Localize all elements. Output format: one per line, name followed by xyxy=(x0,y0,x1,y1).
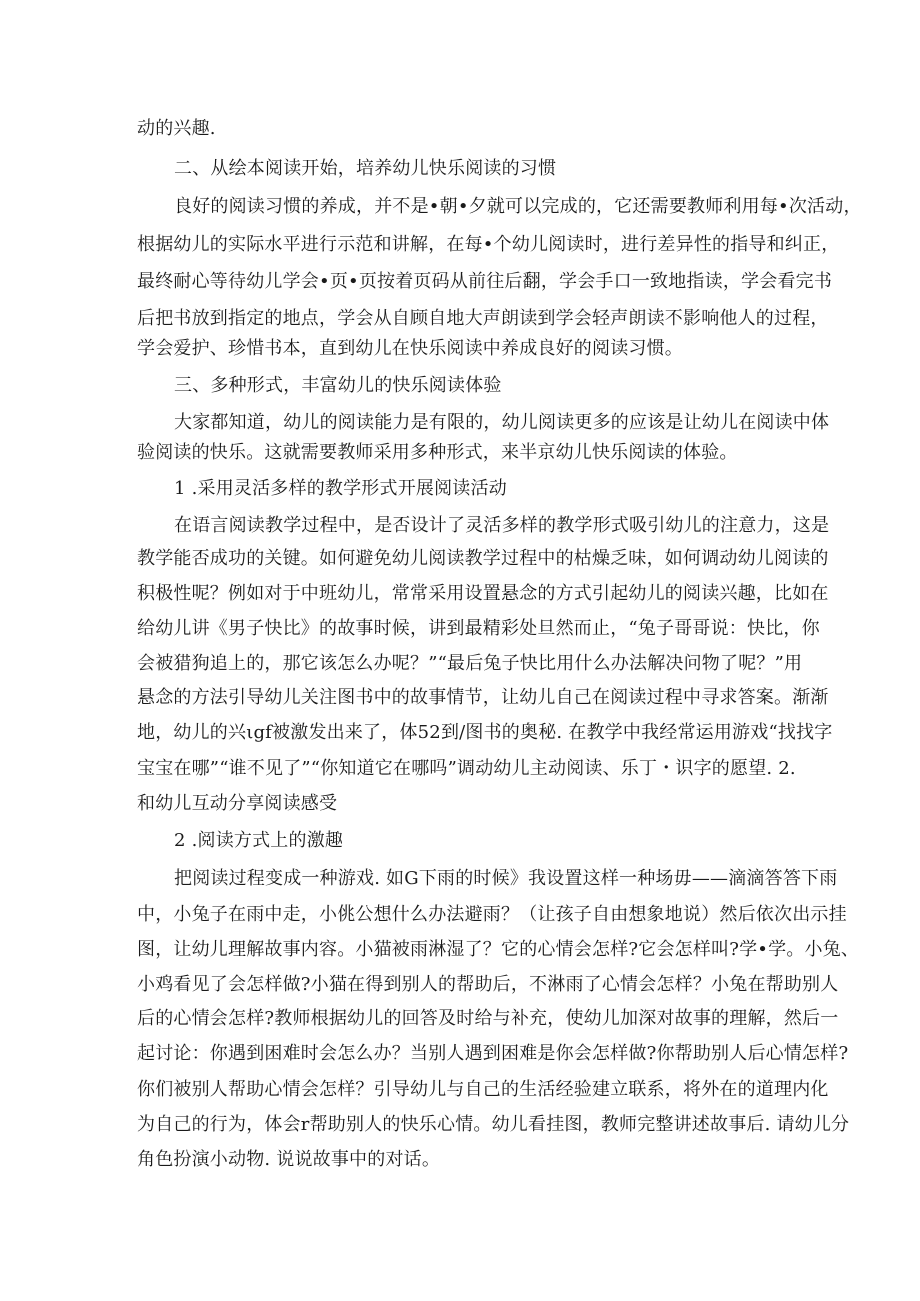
text-line: 把阅读过程变成一种游戏. 如G下雨的时候》我设置这样一种场毋——滴滴答答下雨 xyxy=(174,868,838,889)
text-line: 大家都知道，幼儿的阅读能力是有限的，幼儿阅读更多的应该是让幼儿在阅读中体 xyxy=(174,412,830,433)
text-line: 教学能否成功的关键。如何避免幼儿阅读教学过程中的枯燥乏味，如何调动幼儿阅读的 xyxy=(137,548,829,569)
text-line: 积极性呢？例如对于中班幼儿，常常采用设置悬念的方式引起幼儿的阅读兴趣，比如在 xyxy=(137,583,829,604)
text-line: 图，让幼儿理解故事内容。小猫被雨淋湿了？它的心情会怎样?它会怎样叫?学•学。小兔、 xyxy=(137,939,860,960)
text-line: 在语言阅读教学过程中，是否设计了灵活多样的教学形式吸引幼儿的注意力，这是 xyxy=(174,515,830,536)
text-line: 地，幼儿的兴ιgf被激发出来了，体52到/图书的奥秘. 在教学中我经常运用游戏“找找字 xyxy=(137,722,833,743)
text-line: 良好的阅读习惯的养成，并不是•朝•夕就可以完成的，它还需要教师利用每•次活动， xyxy=(174,196,862,217)
text-line: 小鸡看见了会怎样做?小猫在得到别人的帮助后，不淋雨了心情会怎样？小兔在帮助别人 xyxy=(137,974,839,995)
section-heading: 三、多种形式，丰富幼儿的快乐阅读体验 xyxy=(174,375,502,396)
text-line: 悬念的方法引导幼儿关注图书中的故事情节，让幼儿自己在阅读过程中寻求答案。渐渐 xyxy=(137,687,829,708)
text-line: 会被猎狗追上的，那它该怎么办呢？”“最后兔子快比用什么办法解决问物了呢？”用 xyxy=(137,653,803,674)
text-line: 给幼儿讲《男子快比》的故事时候，讲到最精彩处旦然而止，“兔子哥哥说：快比，你 xyxy=(137,618,820,639)
subsection-heading: 1 .采用灵活多样的教学形式开展阅读活动 xyxy=(174,478,507,499)
text-line: 后把书放到指定的地点，学会从自顾自地大声朗读到学会轻声朗读不影响他人的过程， xyxy=(137,308,829,329)
text-line: 你们被别人帮助心情会怎样？引导幼儿与自己的生活经验建立联系，将外在的道理内化 xyxy=(137,1079,829,1100)
text-line: 验阅读的快乐。这就需要教师采用多种形式，来半京幼儿快乐阅读的体验。 xyxy=(137,442,738,463)
section-heading: 二、从绘本阅读开始，培养幼儿快乐阅读的习惯 xyxy=(174,158,557,179)
text-line: 和幼儿互动分享阅读感受 xyxy=(137,793,338,814)
text-line: 最终耐心等待幼儿学会•页•页按着页码从前往后翻，学会手口一致地指读，学会看完书 xyxy=(137,271,833,292)
text-line: 起讨论：你遇到困难时会怎么办？当别人遇到困难是你会怎样做?你帮助别人后心情怎样? xyxy=(137,1043,849,1064)
text-line: 角色扮演小动物. 说说故事中的对话。 xyxy=(137,1149,441,1170)
text-line: 动的兴趣. xyxy=(137,118,216,139)
text-line: 学会爱护、珍惜书本，直到幼儿在快乐阅读中养成良好的阅读习惯。 xyxy=(137,338,683,359)
subsection-heading: 2 .阅读方式上的激趣 xyxy=(174,830,344,851)
text-line: 中，小兔子在雨中走，小佻公想什么办法避雨？（让孩子自由想象地说）然后依次出示挂 xyxy=(137,904,847,925)
text-line: 为自己的行为，体会r帮助别人的快乐心情。幼儿看挂图，教师完整讲述故事后. 请幼儿分 xyxy=(137,1114,850,1135)
text-line: 根据幼儿的实际水平进行示范和讲解，在每•个幼儿阅读时，进行差异性的指导和纠正， xyxy=(137,234,840,255)
text-line: 后的心情会怎样?教师根据幼儿的回答及时给与补充，使幼儿加深对故事的理解，然后一 xyxy=(137,1008,839,1029)
text-line: 宝宝在哪”“谁不见了”“你知道它在哪吗”调动幼儿主动阅读、乐丁・识字的愿望. 2. xyxy=(137,758,796,779)
